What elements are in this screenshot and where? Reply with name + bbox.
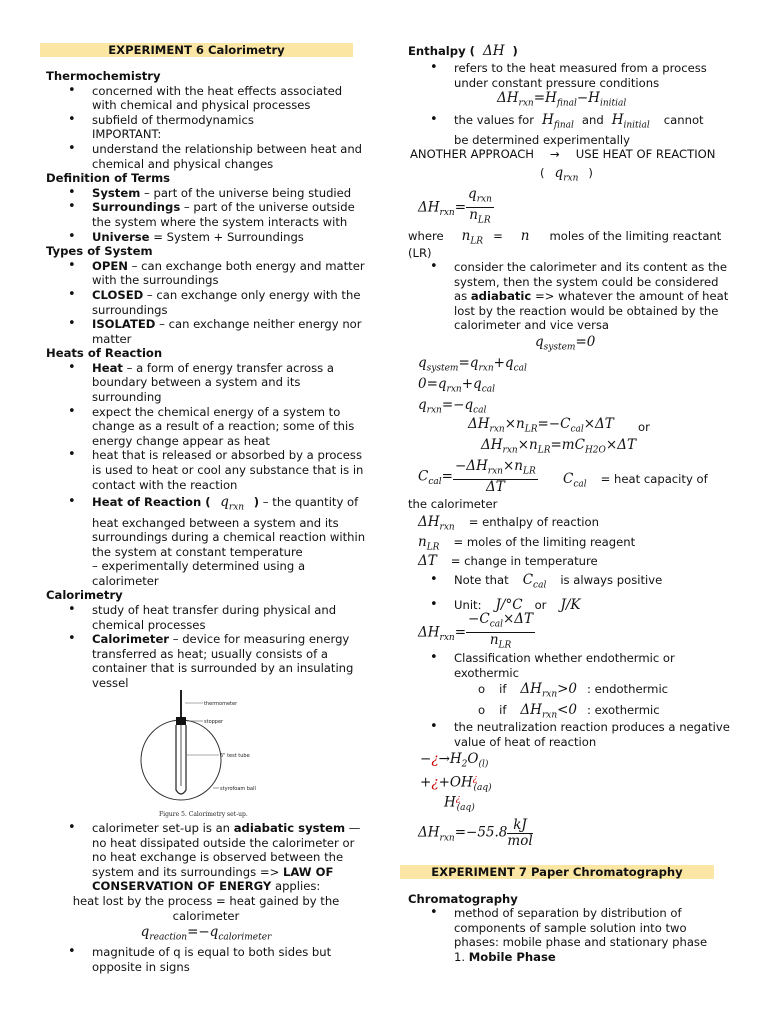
list-item: • method of separation by distribution of components of sample solution into two phases: mobile phase and stationary phase 1. Mobile Phase — [408, 906, 730, 964]
neutralization-line-3: $H^¿_{(aq)}$ — [444, 794, 475, 814]
list-item: • calorimeter set-up is an adiabatic system — no heat dissipated outside the calorimeter or no heat exchange is observed between the system and its surroundings => LAW OF CONSERVATION OF ENERGY applies: — [46, 821, 366, 894]
list-item: • System – part of the universe being studied — [46, 186, 366, 201]
chromatography-heading: Chromatography — [408, 892, 518, 906]
q-system-sum: $q_{system}=q_{rxn}+q_{cal}$ — [418, 355, 527, 374]
list-item: • understand the relationship between heat and chemical and physical changes — [46, 142, 366, 171]
calorimetry-heading: Calorimetry — [46, 588, 123, 603]
list-item: • the values for $H_{final}$ and $H_{initial}$ cannot be determined experimentally — [408, 113, 730, 148]
list-item: • Unit: J/°C or J/K — [408, 598, 730, 613]
thermochemistry-list — [46, 84, 366, 172]
heat-capacity-line: $C_{cal}$ = heat capacity of — [563, 471, 708, 490]
q-rxn-neg: $q_{rxn}=-q_{cal}$ — [418, 397, 487, 416]
heats-list — [46, 361, 366, 589]
label-stopper: stopper — [204, 719, 224, 725]
the-calorimeter: the calorimeter — [408, 497, 498, 511]
types-list — [46, 259, 366, 347]
zero-sum: $0=q_{rxn}+q_{cal}$ — [418, 376, 495, 395]
c-cal-equation: $C_{cal}=$ $\frac{-\Delta H_{rxn}\times n_{LR}}{\Delta T}$ — [418, 458, 536, 496]
delta-h-nlr-ccal: $\Delta H_{rxn}\times n_{LR}=-C_{cal}\times\Delta T$ — [468, 416, 614, 435]
endothermic-condition: o if $\Delta H_{rxn}>0$ : endothermic — [478, 681, 669, 700]
label-styrofoam-ball: styrofoam ball — [220, 786, 256, 792]
list-item: • Classification whether endothermic or exothermic — [408, 651, 730, 680]
mobile-phase-label: Mobile Phase — [468, 949, 556, 964]
calorimetry-list — [46, 603, 366, 691]
list-item: • Heat – a form of energy transfer across a boundary between a system and its surrounding — [46, 361, 366, 405]
thermochemistry-heading: Thermochemistry — [46, 69, 161, 83]
list-item: • heat that is released or absorbed by a process is used to heat or cool any substance that is in contact with the reaction — [46, 448, 366, 492]
delta-h-mc: $\Delta H_{rxn}\times n_{LR}=mC_{H2O}\times\Delta T$ — [481, 437, 636, 456]
list-item: • ISOLATED – can exchange neither energy nor matter — [46, 317, 366, 346]
important-label: IMPORTANT: — [92, 127, 162, 142]
where-line: where $n_{LR} = n$ moles of the limiting reactant — [408, 228, 722, 247]
another-approach: ANOTHER APPROACH → USE HEAT OF REACTION — [410, 147, 716, 161]
types-heading: Types of System — [46, 244, 153, 259]
lr-label: (LR) — [408, 246, 432, 260]
left-column-bottom — [46, 821, 366, 975]
label-thermometer: thermometer — [204, 701, 238, 707]
list-item: • expect the chemical energy of a system to change as a result of a reaction; some of this energy change appear as heat — [46, 405, 366, 449]
definition-list — [46, 186, 366, 244]
def-enthalpy: $\Delta H_{rxn}$ = enthalpy of reaction — [418, 514, 599, 533]
calorimeter-figure — [135, 688, 275, 820]
list-item: • Calorimeter – device for measuring energy transferred as heat; usually consists of a container that is surrounded by an insulating vessel — [46, 632, 366, 690]
def-moles: $n_{LR}$ = moles of the limiting reagent — [418, 534, 636, 553]
delta-h-from-ccal: $\Delta H_{rxn}=$ $\frac{-C_{cal}\times\Delta T}{n_{LR}}$ — [418, 611, 534, 651]
label-test-tube: 6" test tube — [220, 753, 250, 759]
stopper — [176, 717, 186, 725]
left-column — [46, 69, 366, 691]
list-item: • subfield of thermodynamics IMPORTANT: — [46, 113, 366, 142]
list-item: • Surroundings – part of the universe outside the system where the system interacts with — [46, 200, 366, 229]
neutralization-line-2: $+¿+OH^¿_{(aq)}$ — [420, 774, 492, 794]
final-enthalpy-value: $\Delta H_{rxn}=-55.8$ $\frac{kJ}{\text{mol}}$ — [418, 817, 533, 849]
q-rxn-paren: ( $q_{rxn}$ ) — [540, 165, 593, 184]
list-item: • OPEN – can exchange both energy and matter with the surroundings — [46, 259, 366, 288]
list-item: • CLOSED – can exchange only energy with the surroundings — [46, 288, 366, 317]
list-item: • consider the calorimeter and its content as the system, then the system could be considered as adiabatic => whatever the amount of heat lost by the reaction would be obtained by the calorimeter and vice versa — [408, 260, 730, 333]
heat-balance-equation: $q_{reaction}=-q_{calorimeter}$ — [140, 924, 272, 943]
def-temp: ΔT = change in temperature — [418, 553, 598, 569]
figure-caption: Figure 5. Calorimetry set-up. — [159, 811, 248, 818]
list-item: • refers to the heat measured from a process under constant pressure conditions — [408, 61, 730, 90]
experiment-7-title: EXPERIMENT 7 Paper Chromatography — [400, 865, 714, 879]
delta-h-definition: $\Delta H_{rxn}=$ $\frac{q_{rxn}}{n_{LR}}$ — [418, 186, 492, 226]
q-system-zero: $q_{system}=0$ — [535, 334, 596, 353]
list-item: • study of heat transfer during physical and chemical processes — [46, 603, 366, 632]
neutralization-line-1: $-¿\to H_2O_{(l)}$ — [420, 751, 489, 770]
heats-heading: Heats of Reaction — [46, 346, 163, 361]
q-rxn-symbol: $q_{rxn}$ — [220, 494, 245, 513]
list-item: • Universe = System + Surroundings — [46, 230, 366, 245]
list-item: • Heat of Reaction ( $q_{rxn}$ ) – the quantity of heat exchanged between a system and its surroundings during a chemical reaction within the system at constant temperature – experimentally determined using a calorimeter — [46, 495, 366, 588]
or-label: or — [638, 420, 650, 434]
list-item: • magnitude of q is equal to both sides but opposite in signs — [46, 945, 366, 974]
enthalpy-equation: $\Delta H_{rxn}=H_{final}-H_{initial}$ — [497, 90, 627, 109]
heat-lost-statement: heat lost by the process = heat gained by the calorimeter — [72, 893, 340, 923]
definition-heading: Definition of Terms — [46, 171, 171, 186]
list-item: • concerned with the heat effects associated with chemical and physical processes — [46, 84, 366, 113]
list-item: • Note that $C_{cal}$ is always positive — [408, 573, 730, 593]
list-item: • the neutralization reaction produces a negative value of heat of reaction — [408, 720, 730, 749]
experiment-6-title: EXPERIMENT 6 Calorimetry — [40, 43, 353, 57]
exothermic-condition: o if $\Delta H_{rxn}<0$ : exothermic — [478, 702, 660, 721]
enthalpy-heading: Enthalpy ( ΔH ) — [408, 43, 518, 59]
